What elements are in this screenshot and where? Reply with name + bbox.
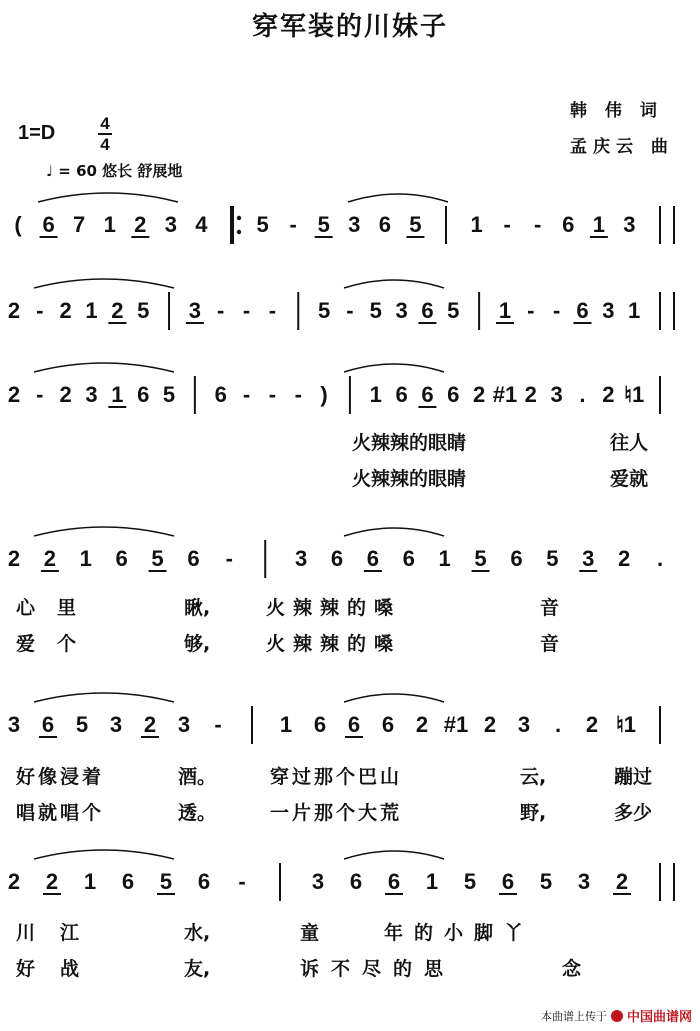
jianpu-note: 2 xyxy=(45,869,59,894)
jianpu-note: 2 xyxy=(59,382,72,407)
jianpu-note: 2 xyxy=(43,546,57,571)
jianpu-note: . xyxy=(579,382,586,407)
lyric-s4-l2-b: 够, xyxy=(184,633,211,655)
jianpu-note: 6 xyxy=(115,546,128,571)
jianpu-note: - xyxy=(268,382,277,407)
repeat-dot xyxy=(237,230,241,234)
jianpu-note: 1 xyxy=(438,546,451,571)
jianpu-note: 2 xyxy=(615,869,629,894)
jianpu-note: 3 xyxy=(550,382,563,407)
jianpu-note: 6 xyxy=(395,382,408,407)
slur-arc xyxy=(344,694,444,702)
lyric-s4-l2-a: 爱个 xyxy=(16,633,99,655)
jianpu-note: 6 xyxy=(510,546,523,571)
lyric-s6-l2-c: 友, xyxy=(184,958,211,980)
meter-top: 4 xyxy=(100,114,110,133)
lyric-s6-l1-d: 童 xyxy=(300,922,320,944)
jianpu-note: 3 xyxy=(188,298,202,323)
jianpu-note: 3 xyxy=(348,212,361,237)
jianpu-note: 5 xyxy=(75,712,89,737)
lyric-s5-l2-c: 一片那个大荒 xyxy=(270,802,403,824)
jianpu-note: 1 xyxy=(425,869,439,894)
jianpu-note: ) xyxy=(320,382,328,407)
slur-arc xyxy=(344,280,444,288)
jianpu-note: 1 xyxy=(498,298,512,323)
jianpu-note: - xyxy=(214,712,222,737)
lyric-s6-l2-e: 念 xyxy=(562,958,582,980)
slur-arc xyxy=(344,364,444,372)
jianpu-note: - xyxy=(238,869,246,894)
lyric-s4-l1-c: 火辣辣的嗓 xyxy=(266,597,402,619)
jianpu-note: ♮1 xyxy=(615,712,637,737)
lyric-s4-l1-a: 心里 xyxy=(16,597,99,619)
jianpu-note: 2 xyxy=(143,712,157,737)
jianpu-note: 3 xyxy=(582,546,595,571)
jianpu-note: 6 xyxy=(137,382,150,407)
jianpu-note: 3 xyxy=(177,712,191,737)
jianpu-note: 3 xyxy=(311,869,325,894)
jianpu-note: 5 xyxy=(256,212,269,237)
footer-logo-text: 中国曲谱网 xyxy=(626,1010,692,1025)
jianpu-note: 3 xyxy=(602,298,615,323)
jianpu-note: 4 xyxy=(195,212,208,237)
jianpu-note: 6 xyxy=(366,546,380,571)
jianpu-note: 6 xyxy=(421,382,434,407)
jianpu-note: - xyxy=(527,298,535,323)
jianpu-note: 2 xyxy=(7,869,21,894)
lyric-s5-l2-b: 透。 xyxy=(178,802,217,824)
song-title: 穿军装的川妹子 xyxy=(251,12,448,42)
jianpu-note: 6 xyxy=(349,869,363,894)
lyric-s4-l1-d: 音 xyxy=(540,597,560,619)
jianpu-note: 5 xyxy=(162,382,176,407)
jianpu-note: 5 xyxy=(151,546,164,571)
jianpu-note: 5 xyxy=(546,546,559,571)
lyric-s6-l1-a: 川 xyxy=(16,922,36,944)
lyric-s5-l2-a: 唱就唱个 xyxy=(16,802,105,824)
lyric-s6-l1-c: 水, xyxy=(184,922,211,944)
jianpu-note: 2 xyxy=(7,382,21,407)
jianpu-note: - xyxy=(242,382,251,407)
slur-arc xyxy=(344,528,444,536)
lyric-s3-l1-right: 往人 xyxy=(610,432,649,454)
jianpu-note: 2 xyxy=(111,298,124,323)
jianpu-note: 5 xyxy=(369,298,382,323)
footer-text: 本曲谱上传于 xyxy=(540,1009,607,1023)
lyric-s5-l1-e: 蹦过 xyxy=(614,766,653,788)
slur-arc xyxy=(34,693,174,702)
jianpu-note: 3 xyxy=(395,298,408,323)
jianpu-note: 2 xyxy=(134,212,147,237)
lyric-s4-l2-c: 火辣辣的嗓 xyxy=(266,633,402,655)
slur-arc xyxy=(344,851,444,859)
jianpu-note: - xyxy=(289,212,297,237)
jianpu-note: 1 xyxy=(369,382,382,407)
slur-arc xyxy=(34,527,174,536)
tempo-marking: ♩ = 60 悠长 舒展地 xyxy=(46,162,183,180)
lyric-s6-l1-e: 年的小脚丫 xyxy=(384,922,535,944)
jianpu-note: 2 xyxy=(7,298,21,323)
jianpu-note: 2 xyxy=(59,298,72,323)
jianpu-note: 1 xyxy=(470,212,483,237)
jianpu-note: 1 xyxy=(628,298,641,323)
jianpu-note: 3 xyxy=(577,869,591,894)
repeat-dot xyxy=(237,216,241,220)
jianpu-note: 5 xyxy=(539,869,553,894)
jianpu-note: - xyxy=(225,546,233,571)
slur-arc xyxy=(34,850,174,859)
jianpu-note: 6 xyxy=(387,869,401,894)
jianpu-note: 2 xyxy=(472,382,486,407)
jianpu-note: 6 xyxy=(421,298,434,323)
lyric-s6-l2-a: 好 xyxy=(16,958,36,980)
jianpu-note: 3 xyxy=(109,712,123,737)
jianpu-note: 5 xyxy=(474,546,487,571)
lyric-s6-l2-b: 战 xyxy=(60,958,80,980)
jianpu-note: 2 xyxy=(617,546,631,571)
jianpu-note: 1 xyxy=(111,382,124,407)
jianpu-note: 6 xyxy=(562,212,575,237)
lyric-s3-l2-right: 爱就 xyxy=(610,468,649,490)
jianpu-note: 2 xyxy=(483,712,497,737)
jianpu-note: 6 xyxy=(330,546,344,571)
slur-arc xyxy=(34,279,174,288)
lyric-s5-l2-e: 多少 xyxy=(614,802,653,824)
key-signature: 1=D xyxy=(18,122,56,144)
jianpu-note: 6 xyxy=(41,712,55,737)
lyric-s4-l1-b: 瞅, xyxy=(184,597,211,619)
jianpu-note: 6 xyxy=(42,212,55,237)
slur-arc xyxy=(348,194,448,202)
jianpu-note: 1 xyxy=(279,712,293,737)
jianpu-note: 2 xyxy=(524,382,537,407)
jianpu-note: 3 xyxy=(294,546,308,571)
jianpu-note: 3 xyxy=(164,212,177,237)
jianpu-note: - xyxy=(503,212,511,237)
jianpu-note: - xyxy=(346,298,354,323)
slur-arc xyxy=(34,363,174,372)
jianpu-note: - xyxy=(552,298,561,323)
lyric-s5-l2-d: 野, xyxy=(520,802,547,824)
jianpu-note: 6 xyxy=(187,546,200,571)
jianpu-note: - xyxy=(534,212,542,237)
lyric-s5-l1-c: 穿过那个巴山 xyxy=(270,766,403,788)
jianpu-note: - xyxy=(294,382,302,407)
lyric-s4-l2-d: 音 xyxy=(540,633,560,655)
lyric-s5-l1-d: 云, xyxy=(520,766,547,788)
jianpu-note: 6 xyxy=(214,382,227,407)
jianpu-note: 6 xyxy=(576,298,589,323)
site-logo-icon xyxy=(611,1010,623,1022)
jianpu-note: 2 xyxy=(602,382,615,407)
jianpu-note: 5 xyxy=(159,869,173,894)
lyric-s5-l1-a: 好像浸着 xyxy=(16,766,105,788)
composer-credit: 孟庆云 曲 xyxy=(570,137,674,157)
jianpu-note: - xyxy=(268,298,277,323)
jianpu-note: 1 xyxy=(592,212,605,237)
jianpu-note: 6 xyxy=(378,212,391,237)
jianpu-note: 3 xyxy=(623,212,636,237)
jianpu-note: 5 xyxy=(137,298,150,323)
jianpu-note: 5 xyxy=(409,212,422,237)
jianpu-note: 6 xyxy=(313,712,327,737)
jianpu-note: 7 xyxy=(73,212,86,237)
jianpu-note: . xyxy=(554,712,562,737)
jianpu-note: 5 xyxy=(317,212,330,237)
jianpu-note: #1 xyxy=(443,712,469,737)
lyric-s3-l2-left: 火辣辣的眼睛 xyxy=(352,468,467,490)
jianpu-note: . xyxy=(656,546,664,571)
jianpu-note: 1 xyxy=(79,546,92,571)
lyric-s3-l1-left: 火辣辣的眼睛 xyxy=(352,432,467,454)
jianpu-note: ( xyxy=(14,212,22,237)
jianpu-note: - xyxy=(242,298,251,323)
lyricist-credit: 韩 伟 词 xyxy=(570,101,663,121)
lyric-s6-l2-d: 诉不尽的思 xyxy=(300,958,456,980)
jianpu-note: 6 xyxy=(197,869,211,894)
jianpu-note: - xyxy=(36,298,44,323)
lyric-s5-l1-b: 酒。 xyxy=(178,766,217,788)
jianpu-note: 1 xyxy=(85,298,98,323)
jianpu-note: 5 xyxy=(447,298,460,323)
jianpu-note: 6 xyxy=(121,869,135,894)
jianpu-note: 5 xyxy=(463,869,477,894)
jianpu-note: #1 xyxy=(492,382,518,407)
jianpu-note: 3 xyxy=(7,712,21,737)
jianpu-note: 6 xyxy=(447,382,460,407)
jianpu-note: 3 xyxy=(517,712,531,737)
footer-watermark xyxy=(541,1006,692,1025)
jianpu-note: - xyxy=(217,298,225,323)
jianpu-note: 6 xyxy=(347,712,361,737)
jianpu-note: 6 xyxy=(402,546,415,571)
meter-bottom: 4 xyxy=(100,135,110,154)
jianpu-note: 3 xyxy=(85,382,98,407)
jianpu-note: - xyxy=(36,382,44,407)
jianpu-note: 1 xyxy=(83,869,97,894)
jianpu-note: 2 xyxy=(415,712,429,737)
jianpu-note: 2 xyxy=(585,712,599,737)
slur-arc xyxy=(38,193,178,202)
jianpu-note: 2 xyxy=(7,546,21,571)
jianpu-note: 6 xyxy=(381,712,395,737)
jianpu-note: 6 xyxy=(501,869,515,894)
jianpu-note: 5 xyxy=(317,298,331,323)
jianpu-note: 1 xyxy=(103,212,116,237)
jianpu-note: ♮1 xyxy=(624,382,645,407)
lyric-s6-l1-b: 江 xyxy=(60,922,80,944)
